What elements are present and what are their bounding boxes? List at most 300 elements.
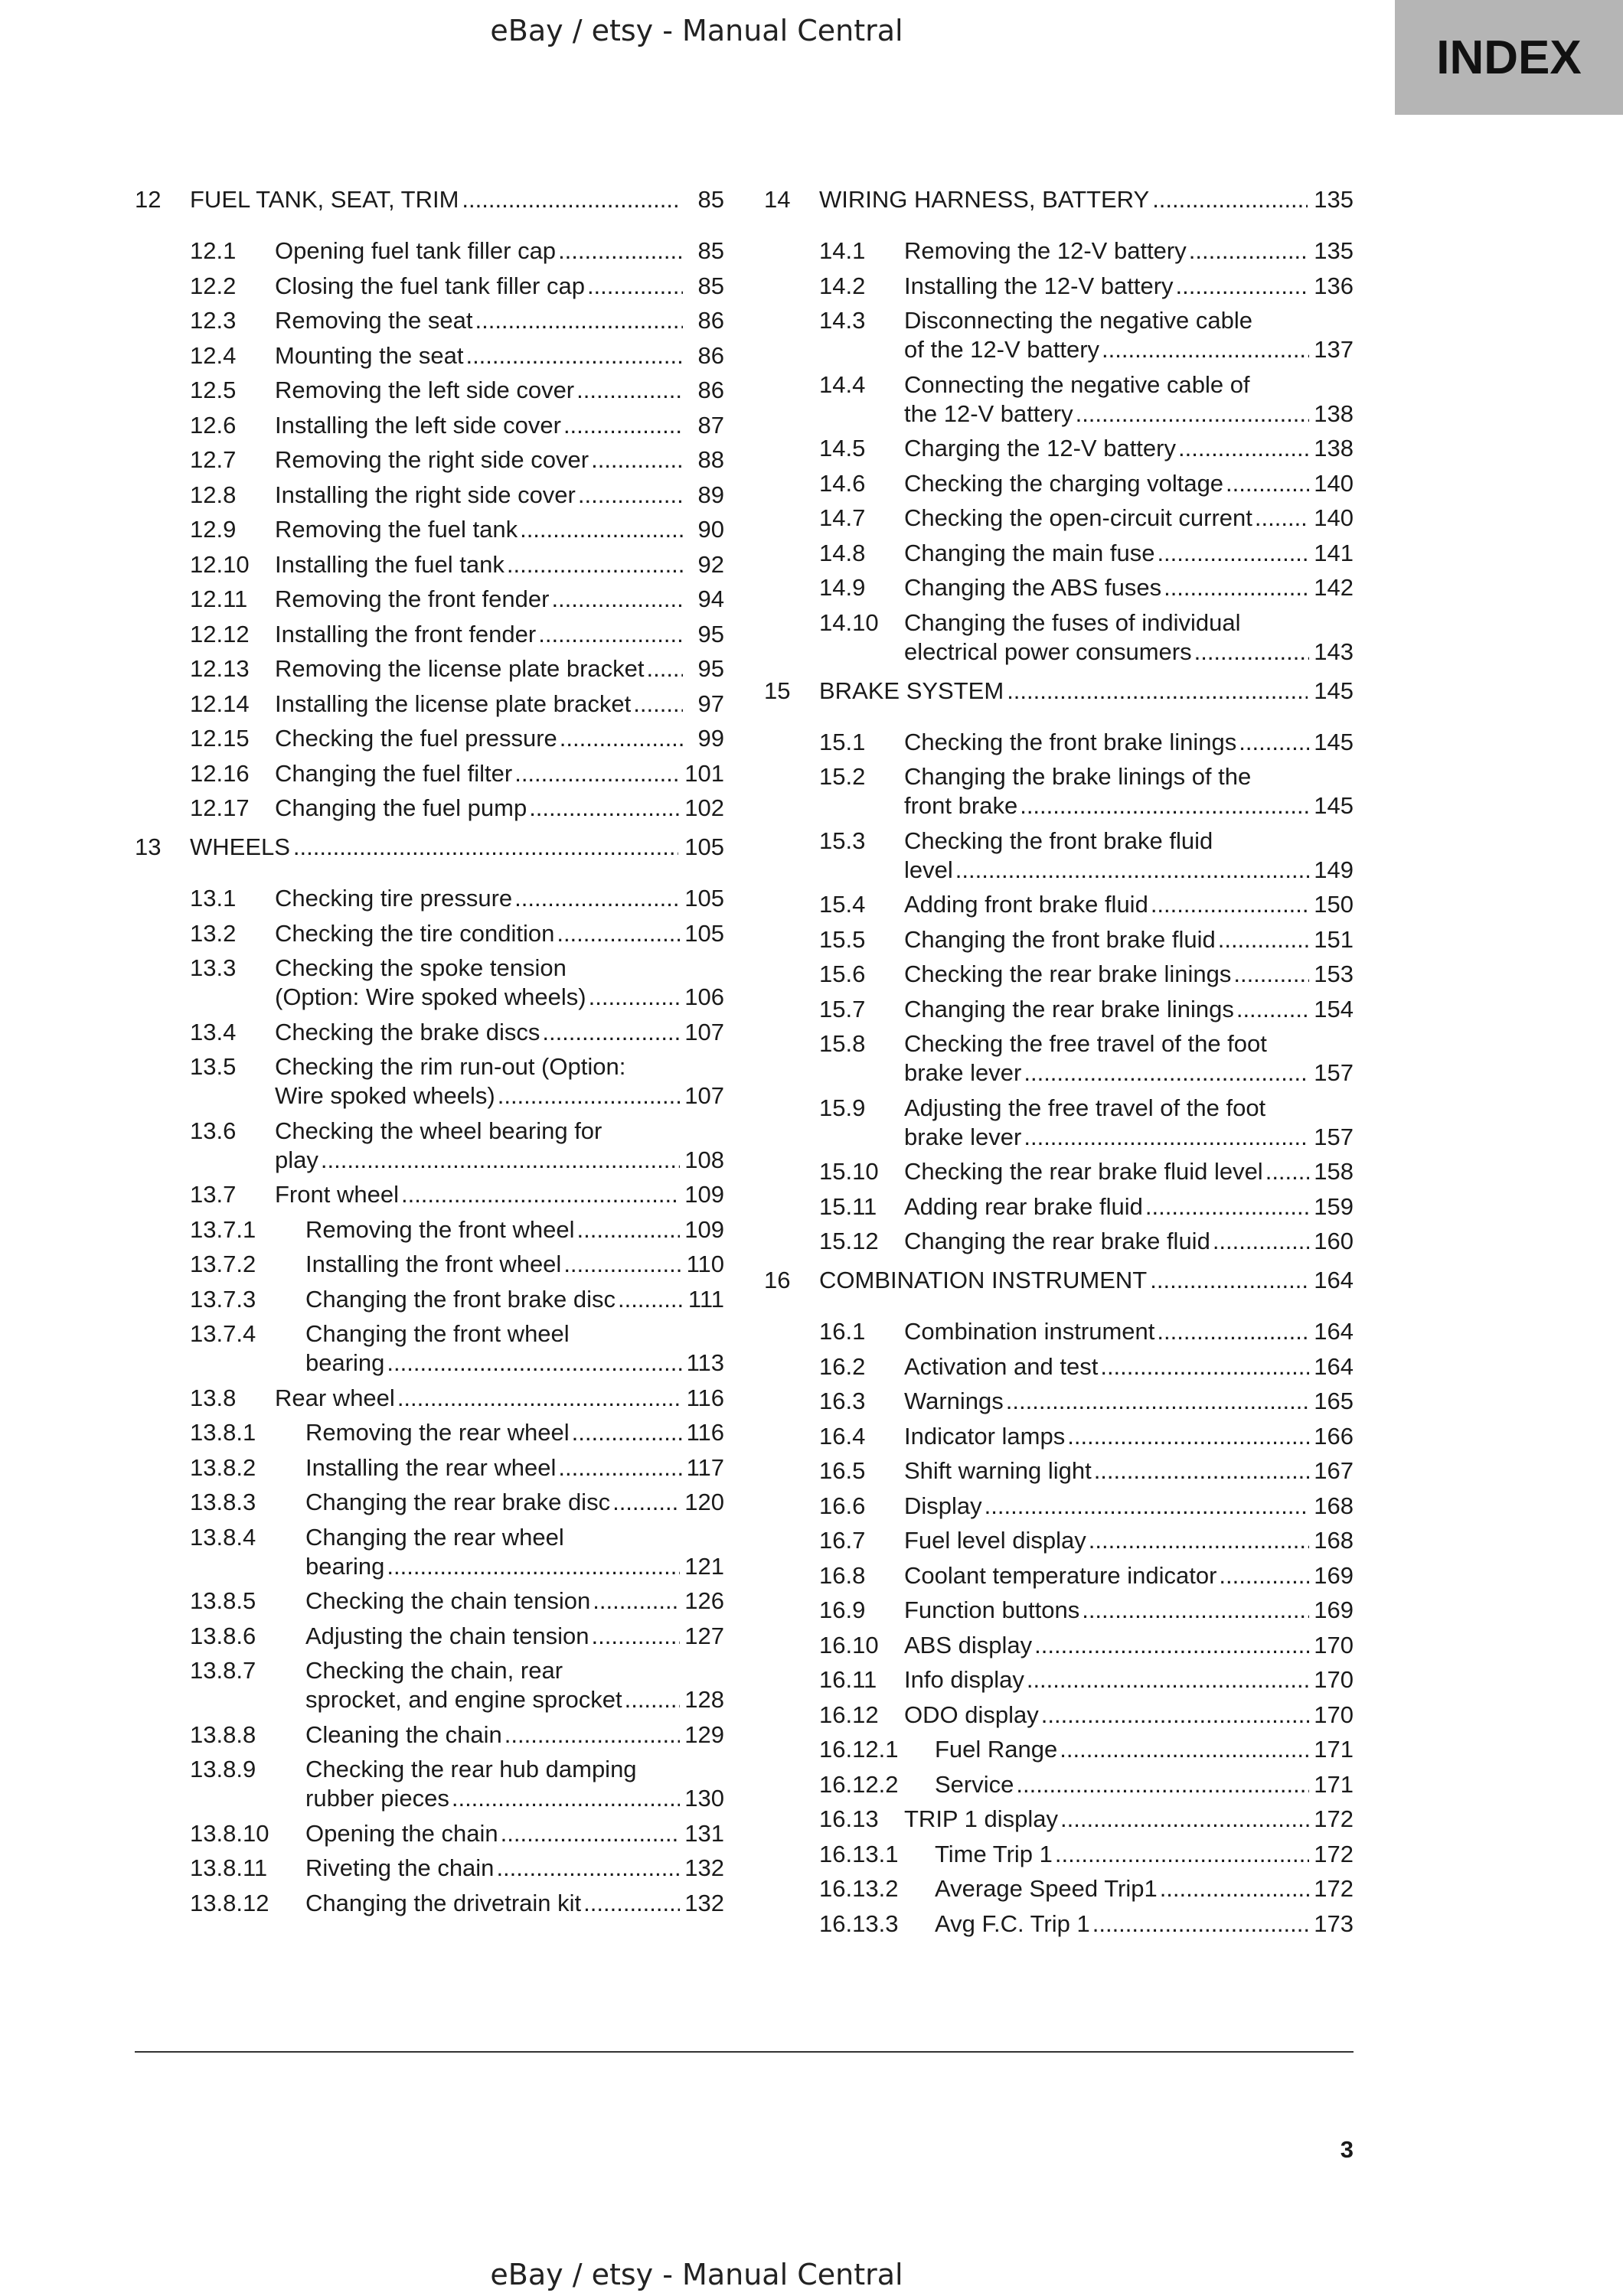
entry-title: Fuel Range [935,1736,1058,1763]
toc-entry[interactable] [190,690,724,719]
section-title: WHEELS [190,833,290,860]
toc-entry[interactable] [190,1418,724,1447]
toc-entry[interactable] [190,1854,724,1883]
toc-entry[interactable] [190,919,724,948]
entry-page: 171 [1314,1736,1354,1763]
section-heading[interactable] [764,677,1354,713]
dot-leader [1020,791,1309,820]
toc-entry[interactable] [819,573,1354,602]
entry-title: Checking tire pressure [275,885,513,912]
entry-title-line: Changing the front wheel [305,1320,570,1347]
entry-title: Info display [904,1666,1024,1693]
toc-entry[interactable] [190,306,724,335]
toc-entry[interactable] [819,1526,1354,1555]
toc-entry[interactable] [819,728,1354,757]
toc-entry[interactable] [819,370,1354,429]
dot-leader [1226,469,1309,498]
entry-last-line [305,1784,724,1813]
toc-entry[interactable] [819,1665,1354,1694]
entry-number: 12.8 [190,481,237,508]
entry-body [275,724,724,753]
entry-body [904,1157,1354,1186]
entry-number: 14.8 [819,539,866,566]
toc-entry[interactable] [819,608,1354,667]
entry-last-line [904,434,1354,463]
toc-entry[interactable] [190,515,724,544]
entry-title: Installing the rear wheel [305,1453,557,1481]
section-page: 135 [1314,186,1354,213]
toc-entry[interactable] [819,960,1354,989]
entry-body [275,481,724,510]
entry-number: 15.3 [819,827,866,854]
entry-body [904,762,1354,820]
toc-entry[interactable] [819,306,1354,364]
entry-number: 12.5 [190,377,237,403]
entry-page: 149 [1314,856,1354,883]
entry-title: Changing the rear brake fluid [904,1228,1210,1254]
dot-leader [498,1081,681,1110]
entry-page: 109 [684,1215,724,1243]
toc-entry[interactable] [819,1770,1354,1799]
toc-section [135,833,724,1918]
dot-leader [501,1819,681,1848]
toc-entry[interactable] [819,1317,1354,1346]
entry-title: Fuel level display [904,1527,1086,1554]
entry-title: Indicator lamps [904,1422,1066,1450]
entry-title-line: Adjusting the free travel of the foot [904,1094,1266,1121]
toc-entry[interactable] [819,1422,1354,1451]
toc-entry[interactable] [190,1819,724,1848]
entry-body [904,1805,1354,1834]
entry-number: 13.4 [190,1018,237,1045]
entry-title-line: Checking the rim run-out (Option: [275,1053,626,1080]
entry-title: Combination instrument [904,1318,1155,1345]
section-heading[interactable] [764,1267,1354,1302]
entry-page: 165 [1314,1388,1354,1414]
toc-entry[interactable] [819,1596,1354,1625]
entry-body [305,1587,724,1616]
toc-entry[interactable] [819,1029,1354,1088]
entry-page: 145 [1314,792,1354,819]
entry-number: 12.12 [190,620,250,647]
entry-number: 14.3 [819,307,866,334]
toc-entries [819,236,1354,667]
entry-number: 12.6 [190,411,237,439]
section-heading[interactable] [764,186,1354,221]
entry-title: Wire spoked wheels) [275,1082,495,1109]
entry-page: 111 [687,1285,724,1313]
entry-title: bearing [305,1552,385,1580]
entry-body [275,341,724,370]
entry-title: Avg F.C. Trip 1 [935,1910,1090,1937]
entry-last-line [305,1349,724,1378]
dot-leader [1213,1227,1309,1256]
entry-number: 16.6 [819,1492,866,1519]
entry-last-line [904,1665,1354,1694]
entry-number: 15.8 [819,1030,866,1057]
entry-last-line [275,724,724,753]
entry-page: 131 [684,1819,724,1847]
section-number: 12 [135,186,162,213]
toc-entry[interactable] [190,1180,724,1209]
index-tab-label: INDEX [1436,31,1582,84]
entry-page: 135 [1314,237,1354,264]
entry-body [904,890,1354,919]
toc-entry[interactable] [819,1874,1354,1903]
entry-body [275,306,724,335]
toc-entry[interactable] [190,1755,724,1813]
entry-last-line [904,791,1354,820]
entry-number: 13.3 [190,954,237,981]
entry-body [275,759,724,788]
toc-entry[interactable] [190,954,724,1012]
entry-page: 172 [1314,1875,1354,1902]
toc-entry[interactable] [819,1094,1354,1152]
entry-number: 16.2 [819,1352,866,1380]
entry-title-line: Changing the brake linings of the [904,763,1252,790]
entry-last-line [275,884,724,913]
entry-last-line [305,1488,724,1517]
entry-page: 108 [684,1146,724,1173]
entry-page: 170 [1314,1666,1354,1693]
entry-title: Adding front brake fluid [904,891,1148,918]
toc-entry[interactable] [190,1285,724,1314]
dot-leader [583,1889,680,1918]
entry-number: 13.8.7 [190,1657,256,1684]
entry-title: rubber pieces [305,1785,449,1812]
dot-leader [1006,1387,1309,1416]
entry-number: 13.8.10 [190,1819,269,1847]
toc-entry[interactable] [819,1735,1354,1764]
dot-leader [1082,1596,1309,1625]
entry-last-line [904,1561,1354,1590]
dot-leader [1218,925,1310,954]
toc-entry[interactable] [190,341,724,370]
entry-page: 167 [1314,1457,1354,1484]
dot-leader [1024,1123,1309,1152]
entry-body [305,1622,724,1651]
dot-leader [1151,890,1309,919]
toc-entry[interactable] [190,1453,724,1482]
toc-entry[interactable] [819,1387,1354,1416]
toc-entry[interactable] [190,1587,724,1616]
entry-body [275,1180,724,1209]
toc-entry[interactable] [819,995,1354,1024]
entry-number: 14.9 [819,574,866,601]
entry-last-line [904,539,1354,568]
entry-title: Installing the front fender [275,620,537,647]
dot-leader [1157,1317,1309,1346]
entry-last-line [904,1227,1354,1256]
toc-entry[interactable] [819,1840,1354,1869]
toc-entry[interactable] [819,890,1354,919]
dot-leader [1041,1701,1310,1730]
toc-entries [819,728,1354,1257]
toc-entry[interactable] [190,724,724,753]
entry-body [904,434,1354,463]
entry-number: 16.13.2 [819,1875,899,1902]
entry-number: 13.7.1 [190,1215,256,1243]
entry-body [904,1526,1354,1555]
entry-last-line [305,1889,724,1918]
toc-entry[interactable] [819,236,1354,266]
entry-title: Shift warning light [904,1457,1092,1484]
toc-entry[interactable] [819,1631,1354,1660]
section-heading[interactable] [135,186,724,221]
entry-title: Function buttons [904,1596,1080,1623]
entry-number: 13.7.2 [190,1251,256,1277]
dot-leader [612,1488,680,1517]
entry-page: 86 [697,307,724,334]
entry-number: 16.13.3 [819,1910,899,1937]
section-page: 145 [1314,677,1354,704]
toc-entry[interactable] [819,762,1354,820]
entry-last-line [275,1018,724,1047]
entry-body [904,1192,1354,1221]
entry-title: brake lever [904,1123,1022,1150]
toc-entry[interactable] [190,1622,724,1651]
entry-page: 138 [1314,435,1354,461]
entry-number: 12.15 [190,725,250,752]
entry-title: Changing the drivetrain kit [305,1889,582,1916]
dot-leader [1092,1910,1310,1939]
entry-title: of the 12-V battery [904,336,1100,363]
entry-last-line [904,504,1354,533]
section-heading[interactable] [135,833,724,869]
toc-entry[interactable] [190,1889,724,1918]
entry-title-line: Connecting the negative cable of [904,370,1250,398]
entry-body [904,1492,1354,1521]
entry-last-line [904,573,1354,602]
entry-last-line [904,469,1354,498]
entry-page: 128 [684,1686,724,1713]
toc-entry[interactable] [819,539,1354,568]
entry-body [275,654,724,683]
entry-number: 12.16 [190,759,250,787]
entry-last-line [904,1352,1354,1381]
entry-title-line: Checking the wheel bearing for [275,1117,603,1144]
toc-entry[interactable] [190,1052,724,1110]
toc-entry[interactable] [190,585,724,614]
toc-entry[interactable] [819,434,1354,463]
toc-entry[interactable] [190,1720,724,1750]
entry-body [904,272,1354,301]
toc-entry[interactable] [190,1215,724,1244]
entry-page: 101 [684,759,724,787]
footer-divider [135,2051,1354,2053]
entry-last-line [904,890,1354,919]
entry-body [904,960,1354,989]
toc-entry[interactable] [190,1018,724,1047]
entry-last-line [904,335,1354,364]
dot-leader [1076,400,1310,429]
entry-page: 95 [697,620,724,647]
toc-entry[interactable] [819,1492,1354,1521]
toc-entry[interactable] [190,481,724,510]
dot-leader [1034,1631,1309,1660]
entry-body [904,1665,1354,1694]
entry-body [904,469,1354,498]
toc-entry[interactable] [190,759,724,788]
dot-leader [1160,1874,1310,1903]
entry-title: bearing [305,1349,385,1376]
entry-number: 12.13 [190,655,250,682]
entry-number: 12.2 [190,272,237,299]
entry-number: 13.7.3 [190,1285,256,1313]
entry-last-line [904,400,1354,429]
entry-page: 150 [1314,891,1354,918]
section-title: FUEL TANK, SEAT, TRIM [190,186,459,213]
entry-page: 90 [697,516,724,543]
entry-number: 16.13 [819,1805,879,1832]
entry-page: 157 [1314,1059,1354,1086]
toc-entry[interactable] [819,1805,1354,1834]
entry-last-line [275,445,724,475]
toc-entry[interactable] [190,620,724,649]
entry-body [275,236,724,266]
entry-title: Charging the 12-V battery [904,435,1176,461]
toc-entry[interactable] [190,1384,724,1413]
entry-title: Checking the rear brake linings [904,960,1232,987]
dot-leader [1233,960,1309,989]
toc-entry[interactable] [190,1319,724,1378]
entry-last-line [275,341,724,370]
dot-leader [1178,434,1309,463]
toc-entry[interactable] [819,504,1354,533]
dot-leader [1027,1665,1309,1694]
entry-number: 13.8.3 [190,1489,256,1515]
entry-number: 13.8.5 [190,1587,256,1614]
entry-page: 136 [1314,272,1354,299]
entry-page: 105 [684,885,724,912]
entry-title: Changing the front brake disc [305,1285,616,1313]
toc-section [135,186,724,823]
entry-last-line [305,1622,724,1651]
entry-last-line [904,1492,1354,1521]
entry-page: 85 [697,272,724,299]
dot-leader [1024,1058,1309,1088]
entry-last-line [904,856,1354,885]
entry-title-line: Checking the chain, rear [305,1657,563,1684]
dot-leader [646,654,683,683]
toc-entry[interactable] [819,925,1354,954]
toc-entry[interactable] [819,1157,1354,1186]
entry-last-line [275,654,724,683]
toc-column-right [764,186,1354,1949]
entry-last-line [305,1552,724,1581]
dot-leader [507,550,683,579]
entry-last-line [904,1317,1354,1346]
toc-entry[interactable] [819,1352,1354,1381]
entry-last-line [275,794,724,823]
toc-entry[interactable] [819,1192,1354,1221]
entry-last-line [904,1422,1354,1451]
entry-last-line [305,1587,724,1616]
toc-entry[interactable] [190,1656,724,1714]
toc-entry[interactable] [190,1250,724,1279]
toc-entry[interactable] [190,1117,724,1175]
entry-last-line [275,306,724,335]
dot-leader [572,1418,682,1447]
entry-last-line [275,620,724,649]
entry-title: Warnings [904,1388,1004,1414]
toc-entry[interactable] [190,1488,724,1517]
toc-entry[interactable] [190,550,724,579]
entry-number: 13.7 [190,1181,237,1208]
section-number: 14 [764,186,791,213]
entry-body [904,539,1354,568]
dot-leader [563,1250,681,1279]
toc-entry[interactable] [819,827,1354,885]
toc-entry[interactable] [190,272,724,301]
entry-body [904,370,1354,429]
dot-leader [1219,1561,1309,1590]
dot-leader [593,1587,680,1616]
entry-number: 13.5 [190,1053,237,1080]
dot-leader [560,724,683,753]
toc-entry[interactable] [190,376,724,405]
entry-title: brake lever [904,1059,1022,1086]
toc-entry[interactable] [190,1523,724,1581]
entry-page: 86 [697,377,724,403]
toc-entry[interactable] [190,794,724,823]
entry-title: Removing the seat [275,307,473,334]
toc-entry[interactable] [190,654,724,683]
entry-title: Service [935,1770,1014,1798]
entry-title: Adding rear brake fluid [904,1192,1143,1220]
toc-entry[interactable] [190,445,724,475]
entry-last-line [935,1874,1354,1903]
toc-section [764,186,1354,667]
dot-leader [558,236,683,266]
entry-number: 13.8.4 [190,1523,256,1551]
toc-entry[interactable] [190,411,724,440]
entry-title: sprocket, and engine sprocket [305,1686,622,1713]
index-tab[interactable] [1395,0,1623,115]
toc-entry[interactable] [819,1227,1354,1256]
entry-page: 142 [1314,574,1354,601]
entry-title: Changing the fuel filter [275,759,513,787]
dot-leader [551,585,683,614]
dot-leader [520,515,683,544]
entry-number: 15.6 [819,960,866,987]
toc-entry[interactable] [819,1561,1354,1590]
dot-leader [321,1146,680,1175]
entry-title: Adjusting the chain tension [305,1622,589,1649]
toc-entry[interactable] [190,884,724,913]
entry-page: 106 [684,983,724,1010]
toc-entries [190,236,724,823]
entry-body [904,1561,1354,1590]
entry-last-line [904,925,1354,954]
toc-entry[interactable] [819,1456,1354,1486]
toc-entry[interactable] [819,469,1354,498]
entry-body [275,1018,724,1047]
toc-entry[interactable] [819,272,1354,301]
entry-page: 86 [697,341,724,369]
toc-entry[interactable] [819,1910,1354,1939]
toc-entry[interactable] [819,1701,1354,1730]
entry-page: 132 [684,1854,724,1881]
entry-title: Removing the fuel tank [275,516,518,543]
entry-number: 15.12 [819,1228,879,1254]
watermark-bottom: eBay / etsy - Manual Central [490,2258,903,2291]
toc-entry[interactable] [190,236,724,266]
entry-last-line [935,1770,1354,1799]
entry-page: 141 [1314,539,1354,566]
entry-page: 171 [1314,1770,1354,1798]
entry-number: 13.8.1 [190,1419,256,1446]
